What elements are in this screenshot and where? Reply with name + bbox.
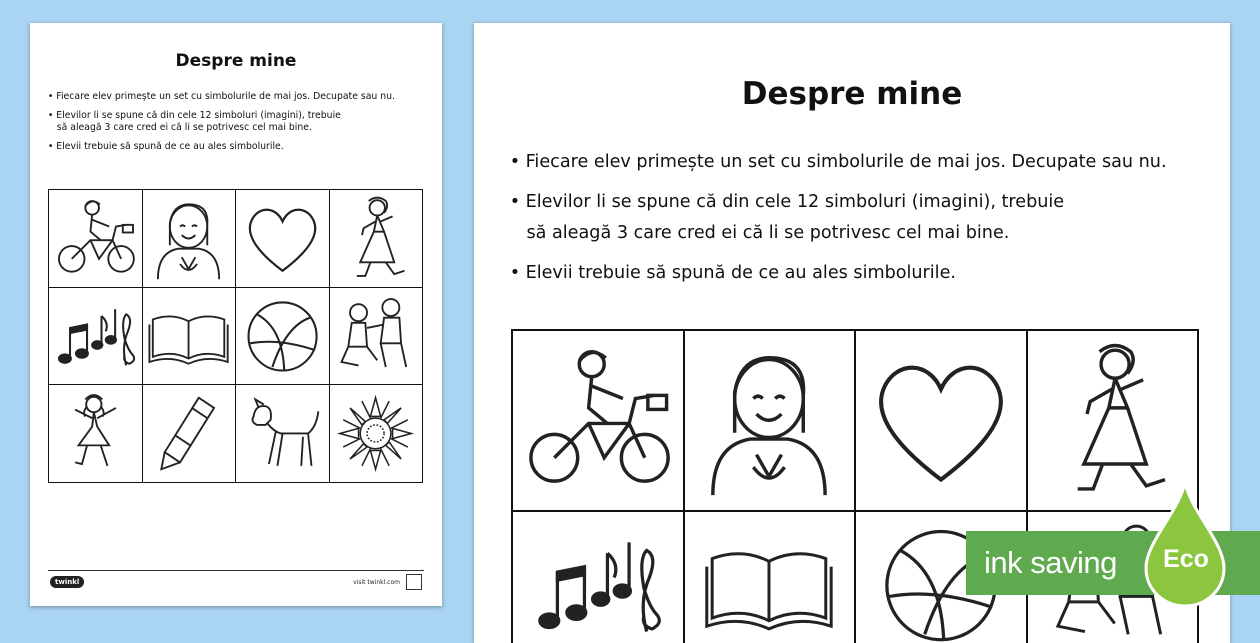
- instruction-text: Elevii trebuie să spună de ce au ales simbolurile.: [525, 263, 956, 283]
- girl-on-bicycle-icon: [53, 194, 138, 283]
- symbol-cell-music: [49, 288, 143, 386]
- girl-running-icon: [1034, 338, 1190, 503]
- symbol-cell-music: [513, 512, 685, 643]
- twinkl-logo: twinkl: [50, 576, 84, 588]
- two-children-icon: [333, 292, 418, 381]
- instruction-item: [47, 110, 427, 135]
- symbol-cell-ball: [236, 288, 330, 386]
- open-book-icon: [691, 518, 847, 643]
- symbol-cell-bicycle: [49, 190, 143, 288]
- smiling-child-icon: [691, 338, 847, 503]
- dog-icon: [240, 389, 325, 478]
- instruction-text: Elevii trebuie să spună de ce au ales simbolurile.: [56, 140, 284, 152]
- ink-saving-text: ink saving: [984, 545, 1117, 580]
- symbol-grid-large: [511, 329, 1199, 643]
- instruction-item: [508, 187, 1208, 249]
- symbol-cell-dog: [236, 385, 330, 483]
- girl-running-icon: [333, 194, 418, 283]
- symbol-cell-child: [685, 331, 857, 512]
- symbol-cell-book: [143, 288, 237, 386]
- music-notes-icon: [520, 518, 676, 643]
- symbol-cell-heart: [856, 331, 1028, 512]
- symbol-cell-crayon: [143, 385, 237, 483]
- music-notes-icon: [53, 292, 138, 381]
- crayon-icon: [146, 389, 231, 478]
- footer-badge-icon: [406, 574, 422, 590]
- girl-on-bicycle-icon: [520, 338, 676, 503]
- footer-divider: [48, 570, 424, 571]
- symbol-cell-child: [143, 190, 237, 288]
- page-title: Despre mine: [175, 51, 297, 71]
- heart-icon: [863, 338, 1019, 503]
- instruction-item: [508, 147, 1208, 178]
- instruction-item: [47, 141, 427, 154]
- footer-site-text: visit twinkl.com: [353, 579, 400, 586]
- symbol-cell-flower: [330, 385, 424, 483]
- volleyball-icon: [240, 292, 325, 381]
- dancing-girl-icon: [53, 389, 138, 478]
- instructions-list-large: [508, 147, 1208, 298]
- open-book-icon: [146, 292, 231, 381]
- smiling-child-icon: [146, 194, 231, 283]
- instruction-item: [508, 258, 1208, 289]
- instruction-item: [47, 91, 427, 104]
- instruction-text-continued: să aleagă 3 care cred ei că li se potrivesc cel mai bine.: [526, 223, 1010, 243]
- symbol-cell-heart: [236, 190, 330, 288]
- instruction-text: Fiecare elev primește un set cu simbolurile de mai jos. Decupate sau nu.: [525, 152, 1167, 172]
- symbol-cell-runner: [330, 190, 424, 288]
- instruction-text: Elevilor li se spune că din cele 12 simboluri (imagini), trebuie: [56, 109, 341, 121]
- symbol-cell-bicycle: [513, 331, 685, 512]
- instruction-text: Elevilor li se spune că din cele 12 simboluri (imagini), trebuie: [525, 192, 1065, 212]
- symbol-grid: [48, 189, 423, 483]
- sunflower-icon: [333, 389, 418, 478]
- page-title-large: Despre mine: [741, 76, 963, 112]
- instruction-text: Fiecare elev primește un set cu simbolurile de mai jos. Decupate sau nu.: [56, 91, 395, 102]
- symbol-cell-kids: [330, 288, 424, 386]
- worksheet-thumbnail: [30, 23, 442, 606]
- instructions-list: [47, 91, 427, 159]
- instruction-text-continued: să aleagă 3 care cred ei că li se potrivesc cel mai bine.: [56, 122, 312, 133]
- heart-icon: [240, 194, 325, 283]
- eco-badge-label: Eco: [1163, 545, 1209, 573]
- symbol-cell-book: [685, 512, 857, 643]
- symbol-cell-dancer: [49, 385, 143, 483]
